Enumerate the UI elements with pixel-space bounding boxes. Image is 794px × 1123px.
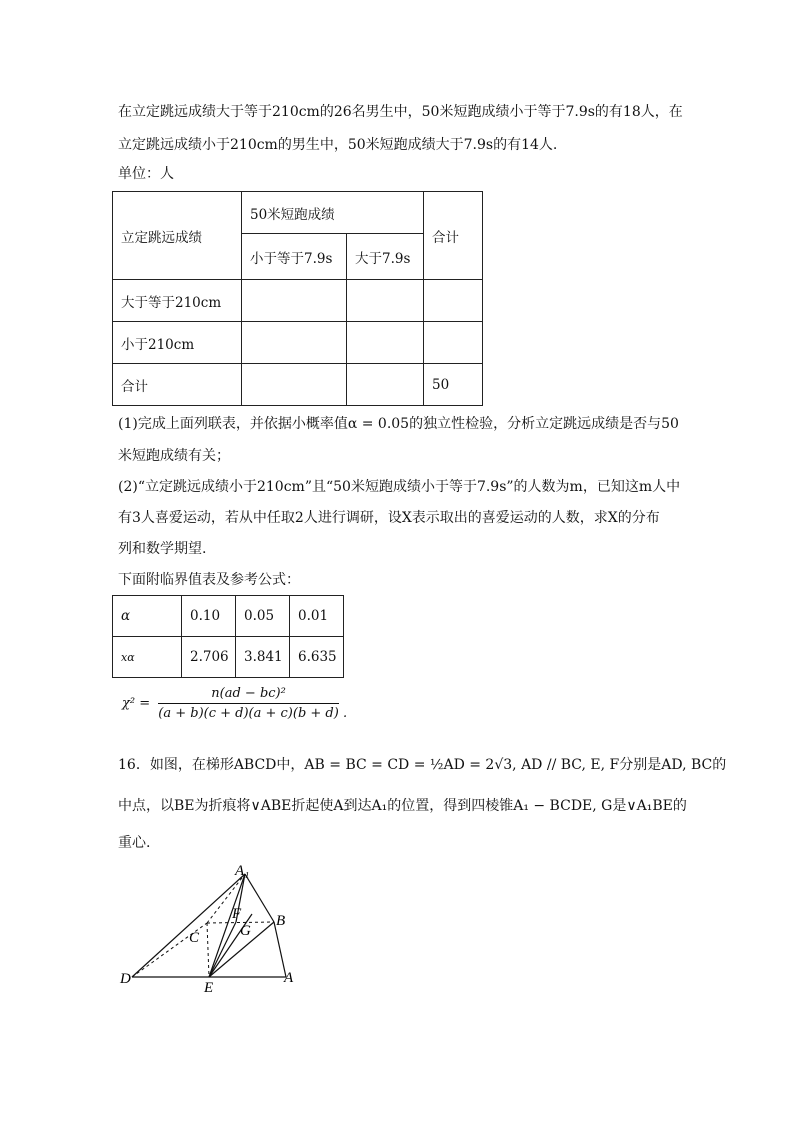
cell [424, 322, 483, 364]
q2-line-1: (2)“立定跳远成绩小于210cm”且“50米短跑成绩小于等于7.9s”的人数为m，已知这m人中 [118, 479, 681, 495]
formula-tail: . [342, 706, 348, 721]
cell: 3.841 [236, 637, 290, 678]
cell [347, 364, 424, 406]
pyramid-figure [112, 862, 312, 997]
cell [424, 280, 483, 322]
cell: 0.10 [182, 596, 236, 637]
cell: 2.706 [182, 637, 236, 678]
label-D: D [120, 971, 131, 987]
label-C: C [189, 930, 200, 946]
row-label: 合计 [113, 364, 242, 406]
q16-line-3: 重心. [118, 835, 151, 851]
paragraph-line-2: 立定跳远成绩小于210cm的男生中，50米短跑成绩大于7.9s的有14人. [118, 137, 558, 153]
contingency-table [112, 191, 483, 406]
row-label: 大于等于210cm [113, 280, 242, 322]
cell [347, 280, 424, 322]
x-alpha-label: xα [113, 637, 182, 678]
formula-lhs: χ² = [122, 696, 151, 711]
edge-CE [207, 923, 209, 977]
formula-numerator: n(ad − bc)² [158, 686, 339, 704]
label-A1: A₁ [235, 863, 250, 879]
label-A: A [284, 970, 294, 986]
q1-line-1: (1)完成上面列联表，并依据小概率值α = 0.05的独立性检验，分析立定跳远成绩是否与50 [118, 416, 679, 432]
cell [242, 364, 347, 406]
header-row-label: 立定跳远成绩 [113, 192, 242, 280]
group-header: 50米短跑成绩 [242, 192, 424, 234]
alpha-label: α [113, 596, 182, 637]
cell [347, 322, 424, 364]
row-label: 小于210cm [113, 322, 242, 364]
label-B: B [276, 913, 286, 929]
sub-col-2: 大于7.9s [347, 234, 424, 280]
cell: 0.05 [236, 596, 290, 637]
cell: 50 [424, 364, 483, 406]
q2-line-2: 有3人喜爱运动，若从中任取2人进行调研，设X表示取出的喜爱运动的人数，求X的分布 [118, 510, 660, 526]
label-G: G [240, 923, 251, 939]
edge-BA [274, 922, 286, 977]
total-col-header: 合计 [424, 192, 483, 280]
cell: 0.01 [290, 596, 344, 637]
edge-A1B [245, 874, 274, 922]
critical-value-table [112, 595, 344, 678]
sub-col-1: 小于等于7.9s [242, 234, 347, 280]
label-E: E [204, 980, 214, 996]
q1-line-2: 米短跑成绩有关； [118, 448, 230, 464]
label-F: F [232, 906, 242, 922]
paragraph-line-1: 在立定跳远成绩大于等于210cm的26名男生中，50米短跑成绩小于等于7.9s的有18人，在 [118, 104, 683, 120]
edge-EF [209, 922, 236, 977]
chi-square-formula [122, 686, 347, 721]
formula-fraction [158, 686, 339, 721]
formula-denominator: (a + b)(c + d)(a + c)(b + d) [158, 706, 339, 721]
unit-label: 单位：人 [118, 166, 174, 182]
q16-line-2: 中点，以BE为折痕将∨ABE折起使A到达A₁的位置，得到四棱锥A₁ − BCDE, G是∨A₁BE的 [118, 798, 687, 814]
q2-line-3: 列和数学期望. [118, 541, 207, 557]
cell: 6.635 [290, 637, 344, 678]
cell [242, 322, 347, 364]
reference-title: 下面附临界值表及参考公式： [118, 572, 300, 588]
q16-line-1: 16．如图，在梯形ABCD中，AB = BC = CD = ½AD = 2√3, AD // BC, E, F分别是AD, BC的 [118, 757, 727, 773]
cell [242, 280, 347, 322]
